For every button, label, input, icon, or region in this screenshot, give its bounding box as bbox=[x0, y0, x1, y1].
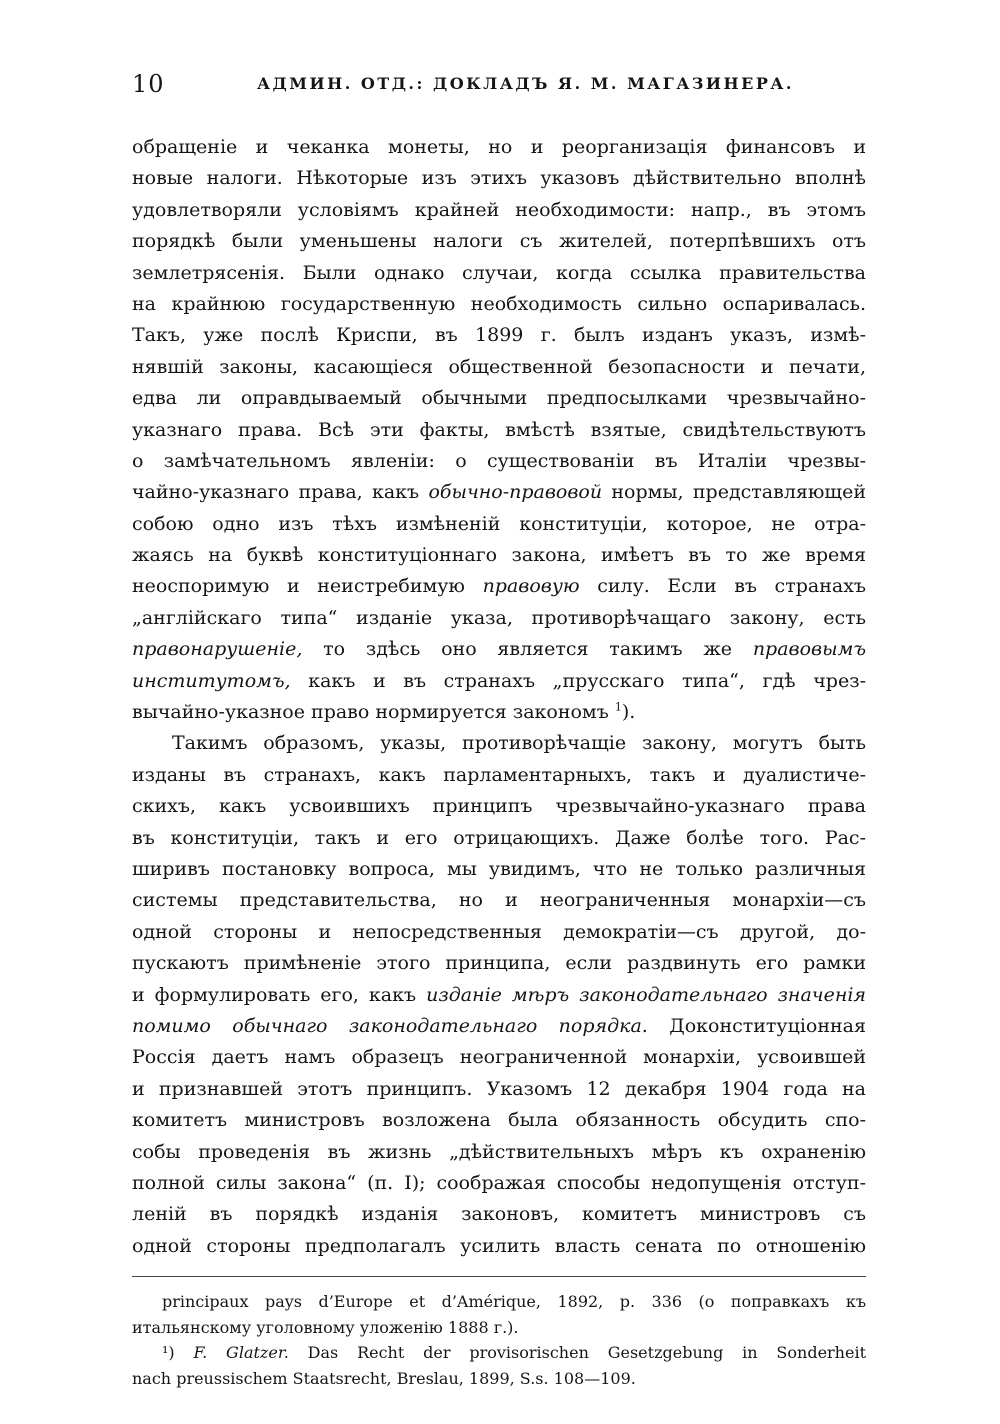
emphasis-text: обычно-правовой bbox=[428, 481, 603, 504]
text-line bbox=[132, 477, 866, 508]
text-line: Россія даетъ намъ образецъ неограниченной монархіи, усвоившей bbox=[132, 1046, 866, 1069]
text-line: землетрясенія. Были однако случаи, когда ссылка правительства bbox=[132, 261, 866, 284]
text-line: ширивъ постановку вопроса, мы увидимъ, что не только различныя bbox=[132, 857, 866, 880]
text-line: указнаго права. Всѣ эти факты, вмѣстѣ взятые, свидѣтельствуютъ bbox=[132, 418, 866, 441]
footnote-reference: 1 bbox=[614, 700, 622, 714]
text-line: леній въ порядкѣ изданія законовъ, комитетъ министровъ съ bbox=[132, 1203, 866, 1226]
footnote-line: итальянскому уголовному уложенію 1888 г.). bbox=[132, 1317, 519, 1337]
text-line: порядкѣ были уменьшены налоги съ жителей, потерпѣвшихъ отъ bbox=[132, 230, 866, 253]
text-line: изданы въ странахъ, какъ парламентарныхъ, такъ и дуалистиче- bbox=[132, 763, 866, 786]
emphasis-text: правовую bbox=[482, 575, 580, 598]
text-line: жаясь на буквѣ конституціоннаго закона, имѣетъ въ то же время bbox=[132, 544, 866, 567]
text-line: одной стороны предполагалъ усилить власть сената по отношенію bbox=[132, 1234, 866, 1257]
text-line: полной силы закона“ (п. I); соображая способы недопущенія отступ- bbox=[132, 1171, 866, 1194]
text-line: пускаютъ примѣненіе этого принципа, если раздвинуть его рамки bbox=[132, 952, 866, 975]
text-line: новые налоги. Нѣкоторые изъ этихъ указовъ дѣйствительно вполнѣ bbox=[132, 167, 866, 190]
text-run: Доконституціонная bbox=[647, 1014, 866, 1037]
text-line: скихъ, какъ усвоившихъ принципъ чрезвычайно-указнаго права bbox=[132, 795, 866, 818]
emphasis-text: правовымъ bbox=[752, 638, 866, 661]
emphasis-text: институтомъ, bbox=[132, 669, 291, 692]
text-line: Такимъ образомъ, указы, противорѣчащіе закону, могутъ быть bbox=[172, 732, 866, 755]
body-text bbox=[132, 132, 866, 1262]
text-line bbox=[132, 697, 866, 728]
footnote-line: principaux pays d’Europe et d’Amérique, 1892, p. 336 (о поправкахъ къ bbox=[162, 1292, 866, 1312]
emphasis-text: правонарушеніе, bbox=[132, 638, 303, 661]
paragraph-1 bbox=[132, 132, 866, 728]
text-run: какъ и въ странахъ „прусскаго типа“, гдѣ чрез- bbox=[290, 669, 866, 692]
text-line: о замѣчательномъ явленіи: о существованіи въ Италіи чрезвы- bbox=[132, 449, 866, 472]
text-line: обращеніе и чеканка монеты, но и реорганизація финансовъ и bbox=[132, 136, 866, 158]
text-line: въ конституціи, такъ и его отрицающихъ. Даже болѣе того. Рас- bbox=[132, 826, 866, 849]
footnote-author: F. Glatzer. bbox=[193, 1343, 289, 1363]
text-line: „англійскаго типа“ изданіе указа, противорѣчащаго закону, есть bbox=[132, 606, 866, 629]
text-line: нявшій законы, касающіеся общественной безопасности и печати, bbox=[132, 355, 866, 378]
running-title: АДМИН. ОТД.: ДОКЛАДЪ Я. М. МАГАЗИНЕРА. bbox=[257, 74, 794, 93]
running-head bbox=[132, 64, 866, 104]
text-run: ). bbox=[621, 701, 636, 724]
text-run: вычайно-указное право нормируется закономъ bbox=[132, 701, 609, 724]
text-run: Das Recht der provisorischen Gesetzgebung in Sonderheit bbox=[288, 1343, 866, 1363]
text-line: едва ли оправдываемый обычными предпосылками чрезвычайно- bbox=[132, 387, 866, 410]
text-run: то здѣсь оно является такимъ же bbox=[302, 638, 753, 661]
text-line bbox=[132, 1011, 866, 1042]
text-run: неоспоримую и неистребимую bbox=[132, 575, 483, 598]
text-run: и формулировать его, какъ bbox=[132, 983, 427, 1006]
text-run: чайно-указнаго права, какъ bbox=[132, 481, 429, 504]
footnote-line bbox=[132, 1340, 866, 1366]
text-line: собою одно изъ тѣхъ измѣненій конституціи, которое, не отра- bbox=[132, 512, 866, 535]
footnote-line: nach preussischem Staatsrecht, Breslau, 1899, S.s. 108—109. bbox=[132, 1368, 636, 1388]
text-run: нормы, представляющей bbox=[602, 481, 866, 504]
text-line: комитетъ министровъ возложена была обязанность обсудить спо- bbox=[132, 1109, 866, 1132]
footnotes bbox=[132, 1289, 866, 1391]
text-line: одной стороны и непосредственныя демократіи—съ другой, до- bbox=[132, 920, 866, 943]
text-line: системы представительства, но и неограниченныя монархіи—съ bbox=[132, 889, 866, 912]
text-line: удовлетворяли условіямъ крайней необходимости: напр., въ этомъ bbox=[132, 198, 866, 221]
text-line bbox=[132, 634, 866, 665]
text-line: и признавшей этотъ принципъ. Указомъ 12 декабря 1904 года на bbox=[132, 1077, 866, 1100]
page-number: 10 bbox=[132, 70, 165, 98]
paragraph-2 bbox=[132, 728, 866, 1262]
text-line: Такъ, уже послѣ Криспи, въ 1899 г. былъ изданъ указъ, измѣ- bbox=[132, 324, 866, 347]
footnote-marker: ¹) bbox=[162, 1343, 194, 1363]
text-line: на крайнюю государственную необходимость сильно оспаривалась. bbox=[132, 292, 866, 315]
page bbox=[132, 64, 866, 1391]
text-line bbox=[132, 571, 866, 602]
text-line: собы проведенія въ жизнь „дѣйствительныхъ мѣръ къ охраненію bbox=[132, 1140, 866, 1163]
text-run: силу. Если въ странахъ bbox=[579, 575, 866, 598]
emphasis-text: помимо обычнаго законодательнаго порядка. bbox=[132, 1014, 648, 1037]
emphasis-text: изданіе мѣръ законодательнаго значенія bbox=[426, 983, 866, 1006]
text-line bbox=[132, 980, 866, 1011]
text-line bbox=[132, 666, 866, 697]
footnote-divider bbox=[132, 1276, 866, 1277]
